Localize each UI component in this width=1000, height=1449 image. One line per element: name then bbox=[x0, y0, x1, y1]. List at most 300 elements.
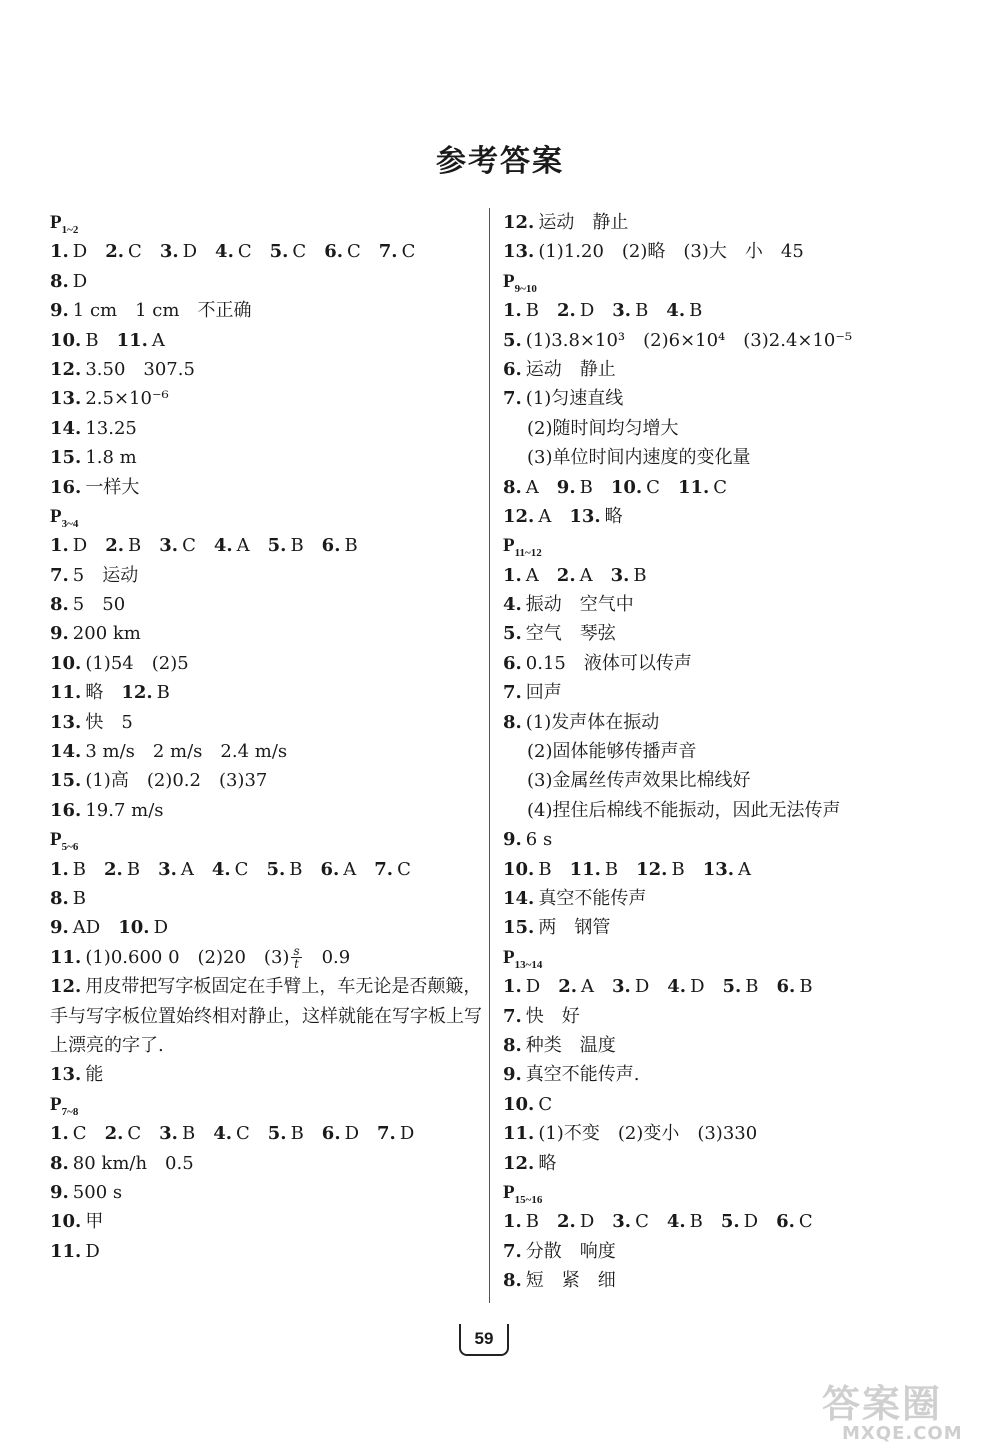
answer-subline: (2)固体能够传播声音 bbox=[527, 741, 697, 763]
question-number: 1. bbox=[503, 564, 522, 586]
question-number: 15. bbox=[50, 770, 82, 792]
answer-subline: (3)单位时间内速度的变化量 bbox=[527, 447, 751, 469]
question-number: 7. bbox=[503, 388, 522, 410]
fraction-denominator: t bbox=[294, 957, 299, 972]
question-number: 3. bbox=[159, 1123, 178, 1145]
question-number: 8. bbox=[50, 1152, 69, 1174]
question-number: 5. bbox=[267, 535, 287, 557]
answer-text: A bbox=[343, 858, 357, 880]
answer-subline: (4)捏住后棉线不能振动，因此无法传声 bbox=[527, 799, 841, 821]
question-number: 6. bbox=[321, 535, 341, 557]
question-number: 3. bbox=[612, 976, 631, 998]
answer-line bbox=[503, 473, 943, 502]
answer-text: D bbox=[579, 300, 595, 322]
answer-text: B bbox=[635, 300, 649, 322]
question-number: 2. bbox=[557, 300, 576, 322]
question-number: 16. bbox=[50, 476, 82, 498]
answer-text: C bbox=[237, 241, 252, 263]
question-number: 5. bbox=[503, 623, 522, 645]
question-number: 1. bbox=[503, 300, 522, 322]
answer-text: D bbox=[690, 976, 705, 998]
question-number: 3. bbox=[159, 535, 179, 557]
question-number: 7. bbox=[50, 564, 69, 586]
section-page-label: P bbox=[50, 1093, 62, 1115]
answer-text: C bbox=[635, 1211, 649, 1233]
answer-text: B bbox=[289, 858, 303, 880]
answer-line bbox=[503, 1207, 943, 1236]
question-number: 2. bbox=[105, 241, 125, 263]
answer-text: D bbox=[72, 535, 88, 557]
answer-text: D bbox=[72, 270, 88, 292]
answer-text: C bbox=[235, 1123, 250, 1145]
answer-line bbox=[50, 1207, 490, 1236]
answer-text: 快 5 bbox=[85, 711, 133, 733]
section-heading bbox=[50, 502, 490, 531]
answer-text: C bbox=[646, 476, 660, 498]
answer-text: A bbox=[236, 535, 250, 557]
question-number: 8. bbox=[503, 711, 522, 733]
question-number: 3. bbox=[612, 300, 632, 322]
watermark-logo bbox=[822, 1384, 992, 1444]
answer-line bbox=[50, 737, 490, 766]
answer-text: B bbox=[525, 1211, 540, 1233]
section-heading bbox=[50, 208, 490, 237]
answer-text: B bbox=[181, 1123, 196, 1145]
question-number: 10. bbox=[50, 1211, 82, 1233]
answer-text: B bbox=[604, 858, 619, 880]
answer-line bbox=[503, 1149, 943, 1178]
answer-text: 2.5×10⁻⁶ bbox=[85, 388, 169, 410]
question-number: 6. bbox=[776, 976, 796, 998]
answer-line bbox=[503, 649, 943, 678]
answer-text: C bbox=[713, 476, 728, 498]
answer-text: B bbox=[689, 1211, 703, 1233]
answer-text: C bbox=[292, 241, 307, 263]
question-number: 5. bbox=[267, 1123, 287, 1145]
answers-left-column bbox=[50, 208, 490, 1266]
question-number: 7. bbox=[503, 1005, 522, 1027]
answer-text: D bbox=[399, 1123, 415, 1145]
section-page-range: 1~2 bbox=[61, 223, 79, 236]
question-number: 13. bbox=[569, 505, 601, 527]
answer-text: C bbox=[128, 241, 142, 263]
question-number: 8. bbox=[50, 887, 69, 909]
answer-line bbox=[503, 855, 943, 884]
fraction-numerator: s bbox=[293, 944, 300, 959]
answer-text: B bbox=[290, 1123, 304, 1145]
question-number: 3. bbox=[612, 1211, 632, 1233]
watermark-text: 答案圈 bbox=[822, 1382, 943, 1426]
answer-text: 快 好 bbox=[525, 1005, 580, 1027]
answer-text: D bbox=[525, 976, 541, 998]
answer-line bbox=[50, 267, 490, 296]
answer-text: 500 s bbox=[72, 1181, 123, 1203]
question-number: 4. bbox=[667, 976, 687, 998]
answer-line bbox=[50, 326, 490, 355]
section-page-label: P bbox=[503, 1181, 515, 1203]
answer-text: C bbox=[397, 858, 411, 880]
answer-text: B bbox=[128, 535, 142, 557]
answer-line bbox=[503, 913, 943, 942]
answer-text: (1)3.8×10³ (2)6×10⁴ (3)2.4×10⁻⁵ bbox=[525, 329, 853, 351]
question-number: 4. bbox=[213, 1123, 232, 1145]
answer-text: B bbox=[290, 535, 304, 557]
answer-line bbox=[503, 237, 943, 266]
answer-line bbox=[50, 296, 490, 325]
answer-text: 1.8 m bbox=[85, 447, 137, 469]
answer-text: C bbox=[401, 241, 416, 263]
answer-text: (1)0.600 0 (2)20 (3) bbox=[85, 946, 290, 968]
answer-text: D bbox=[85, 1240, 100, 1262]
section-page-range: 7~8 bbox=[61, 1105, 79, 1118]
answer-text: 5 运动 bbox=[72, 564, 139, 586]
question-number: 4. bbox=[213, 535, 233, 557]
answer-line bbox=[503, 972, 943, 1001]
answer-line bbox=[50, 619, 490, 648]
answer-line bbox=[50, 384, 490, 413]
answer-line bbox=[503, 1060, 943, 1089]
answer-text: (1)匀速直线 bbox=[525, 388, 624, 410]
fraction bbox=[291, 945, 301, 970]
answer-text: B bbox=[579, 476, 593, 498]
section-page-label: P bbox=[50, 212, 62, 233]
answer-text: B bbox=[538, 858, 552, 880]
answer-line bbox=[503, 384, 943, 413]
answer-line bbox=[50, 443, 490, 472]
answer-text: A bbox=[151, 329, 165, 351]
answer-line bbox=[503, 1002, 943, 1031]
answer-text: A bbox=[738, 858, 752, 880]
answer-text: 略 bbox=[604, 505, 623, 527]
answer-text: B bbox=[799, 976, 813, 998]
section-heading bbox=[503, 267, 943, 296]
answer-line bbox=[503, 1266, 943, 1295]
section-heading bbox=[503, 943, 943, 972]
section-page-range: 5~6 bbox=[61, 841, 79, 853]
answer-text: 空气 琴弦 bbox=[525, 623, 616, 645]
answer-text: (1)高 (2)0.2 (3)37 bbox=[85, 770, 268, 792]
answer-text: 短 紧 细 bbox=[525, 1270, 616, 1292]
question-number: 8. bbox=[503, 476, 522, 498]
question-number: 9. bbox=[503, 1064, 522, 1086]
answer-line bbox=[50, 708, 490, 737]
question-number: 7. bbox=[503, 1240, 522, 1262]
question-number: 3. bbox=[610, 564, 630, 586]
question-number: 15. bbox=[503, 917, 535, 939]
question-number: 11. bbox=[569, 858, 601, 880]
question-number: 11. bbox=[50, 1240, 82, 1262]
question-number: 8. bbox=[503, 1270, 522, 1292]
question-number: 10. bbox=[503, 858, 535, 880]
answer-text: 运动 静止 bbox=[525, 358, 616, 380]
answer-paragraph bbox=[50, 972, 490, 1060]
question-number: 1. bbox=[50, 1123, 69, 1145]
answer-text: D bbox=[182, 241, 198, 263]
question-number: 9. bbox=[556, 476, 576, 498]
question-number: 4. bbox=[211, 858, 231, 880]
answer-line bbox=[50, 531, 490, 560]
answer-text: A bbox=[525, 476, 539, 498]
question-number: 13. bbox=[50, 711, 82, 733]
question-number: 4. bbox=[503, 594, 522, 616]
answer-line bbox=[503, 1031, 943, 1060]
question-number: 9. bbox=[50, 300, 69, 322]
question-number: 4. bbox=[215, 241, 234, 263]
question-number: 14. bbox=[50, 417, 82, 439]
question-number: 10. bbox=[50, 329, 82, 351]
answer-text: A bbox=[579, 564, 593, 586]
page-number: 59 bbox=[459, 1324, 509, 1356]
question-number: 9. bbox=[50, 623, 69, 645]
answer-line bbox=[50, 649, 490, 678]
page-title: 参考答案 bbox=[436, 144, 564, 179]
answer-text: 真空不能传声. bbox=[525, 1064, 640, 1086]
question-number: 13. bbox=[50, 388, 82, 410]
answer-line bbox=[50, 355, 490, 384]
answer-text: 甲 bbox=[85, 1211, 104, 1233]
answer-text: (1)发声体在振动 bbox=[525, 711, 660, 733]
question-number: 6. bbox=[320, 858, 340, 880]
answer-text: B bbox=[85, 329, 99, 351]
answer-text: (1)54 (2)5 bbox=[85, 652, 189, 674]
question-number: 6. bbox=[776, 1211, 795, 1233]
answer-text: 能 bbox=[85, 1064, 104, 1086]
answer-line bbox=[503, 884, 943, 913]
answer-text: 种类 温度 bbox=[525, 1034, 616, 1056]
answer-line bbox=[50, 943, 490, 972]
question-number: 7. bbox=[377, 1123, 396, 1145]
question-number: 6. bbox=[503, 652, 522, 674]
answer-text: 0.9 bbox=[303, 946, 351, 968]
answer-line bbox=[503, 1119, 943, 1148]
answer-text: (1)不变 (2)变小 (3)330 bbox=[538, 1123, 758, 1145]
question-number: 1. bbox=[503, 1211, 522, 1233]
question-number: 2. bbox=[104, 1123, 124, 1145]
answer-text: 回声 bbox=[525, 682, 562, 704]
answer-line bbox=[50, 414, 490, 443]
question-number: 4. bbox=[666, 1211, 686, 1233]
answer-text: 80 km/h 0.5 bbox=[72, 1152, 194, 1174]
answer-text: C bbox=[538, 1093, 553, 1115]
answer-line bbox=[50, 473, 490, 502]
question-number: 5. bbox=[266, 858, 286, 880]
answer-text: 一样大 bbox=[85, 476, 140, 498]
answer-line bbox=[50, 237, 490, 266]
question-number: 11. bbox=[50, 946, 82, 968]
answer-text: C bbox=[72, 1123, 87, 1145]
answer-text: 略 bbox=[85, 682, 104, 704]
answer-line bbox=[50, 1149, 490, 1178]
question-number: 1. bbox=[50, 241, 69, 263]
section-page-label: P bbox=[503, 535, 515, 557]
answer-text: 两 钢管 bbox=[538, 917, 611, 939]
answer-text: D bbox=[153, 917, 168, 939]
answer-line bbox=[503, 208, 943, 237]
answer-line bbox=[503, 708, 943, 737]
answer-line bbox=[50, 855, 490, 884]
section-page-range: 9~10 bbox=[514, 282, 537, 295]
answer-text: 0.15 液体可以传声 bbox=[525, 652, 692, 674]
question-number: 10. bbox=[50, 652, 82, 674]
answer-text: A bbox=[581, 976, 595, 998]
answer-line bbox=[50, 766, 490, 795]
answer-text: D bbox=[634, 976, 650, 998]
answer-text: 用皮带把写字板固定在手臂上，车无论是否颠簸，手与写字板位置始终相对静止，这样就能在写字板上写上漂亮的字了. bbox=[50, 976, 482, 1056]
answer-text: B bbox=[126, 858, 141, 880]
answer-text: C bbox=[798, 1211, 813, 1233]
question-number: 1. bbox=[50, 858, 69, 880]
question-number: 6. bbox=[324, 241, 343, 263]
answer-line bbox=[50, 884, 490, 913]
question-number: 5. bbox=[720, 1211, 740, 1233]
answer-text: 1 cm 1 cm 不正确 bbox=[72, 300, 252, 322]
question-number: 10. bbox=[610, 476, 643, 498]
question-number: 7. bbox=[374, 858, 394, 880]
answer-text: AD bbox=[72, 917, 101, 939]
answer-line bbox=[503, 1237, 943, 1266]
question-number: 1. bbox=[503, 976, 522, 998]
question-number: 14. bbox=[50, 741, 82, 763]
answer-line bbox=[50, 1237, 490, 1266]
answer-text: 运动 静止 bbox=[538, 212, 629, 233]
question-number: 2. bbox=[556, 564, 576, 586]
answer-text: 振动 空气中 bbox=[525, 594, 634, 616]
answer-text: D bbox=[579, 1211, 595, 1233]
answer-text: C bbox=[347, 241, 361, 263]
question-number: 11. bbox=[677, 476, 710, 498]
answer-line bbox=[50, 796, 490, 825]
answer-text: A bbox=[538, 505, 552, 527]
question-number: 5. bbox=[503, 329, 522, 351]
answer-text: C bbox=[234, 858, 249, 880]
section-heading bbox=[50, 1090, 490, 1119]
question-number: 12. bbox=[503, 212, 535, 233]
answer-line bbox=[503, 590, 943, 619]
answer-text: A bbox=[180, 858, 194, 880]
question-number: 16. bbox=[50, 799, 82, 821]
answer-text: B bbox=[525, 300, 540, 322]
answer-text: 13.25 bbox=[85, 417, 137, 439]
question-number: 5. bbox=[269, 241, 289, 263]
question-number: 14. bbox=[503, 887, 535, 909]
question-number: 9. bbox=[50, 1181, 69, 1203]
answer-text: D bbox=[72, 241, 88, 263]
question-number: 12. bbox=[636, 858, 668, 880]
answer-text: 3.50 307.5 bbox=[85, 358, 195, 380]
answer-text: B bbox=[156, 682, 170, 704]
answers-right-column bbox=[503, 208, 943, 1295]
answer-line bbox=[50, 1178, 490, 1207]
question-number: 10. bbox=[118, 917, 150, 939]
answer-line bbox=[50, 1060, 490, 1089]
answer-text: C bbox=[127, 1123, 142, 1145]
answer-text: B bbox=[671, 858, 685, 880]
answer-text: B bbox=[689, 300, 703, 322]
question-number: 4. bbox=[666, 300, 686, 322]
section-page-range: 11~12 bbox=[514, 547, 542, 560]
question-number: 13. bbox=[50, 1064, 82, 1086]
question-number: 3. bbox=[158, 858, 177, 880]
answer-line bbox=[503, 355, 943, 384]
answer-text: B bbox=[72, 858, 87, 880]
question-number: 11. bbox=[503, 1123, 535, 1145]
question-number: 5. bbox=[722, 976, 742, 998]
question-number: 2. bbox=[558, 976, 578, 998]
answer-subline: (3)金属丝传声效果比棉线好 bbox=[527, 770, 751, 792]
answer-text: D bbox=[743, 1211, 759, 1233]
question-number: 8. bbox=[50, 594, 69, 616]
question-number: 12. bbox=[50, 358, 82, 380]
answer-line bbox=[503, 296, 943, 325]
question-number: 3. bbox=[159, 241, 179, 263]
answer-line bbox=[50, 1119, 490, 1148]
answer-text: B bbox=[72, 887, 87, 909]
question-number: 11. bbox=[116, 329, 148, 351]
section-heading bbox=[503, 1178, 943, 1207]
question-number: 12. bbox=[503, 505, 535, 527]
question-number: 10. bbox=[503, 1093, 535, 1115]
answer-text: B bbox=[633, 564, 647, 586]
answer-line bbox=[503, 1090, 943, 1119]
question-number: 12. bbox=[503, 1152, 535, 1174]
answer-text: D bbox=[344, 1123, 360, 1145]
section-heading bbox=[50, 825, 490, 854]
answer-text: B bbox=[745, 976, 759, 998]
column-divider bbox=[489, 208, 490, 1303]
question-number: 15. bbox=[50, 447, 82, 469]
answer-text: A bbox=[525, 564, 539, 586]
question-number: 2. bbox=[105, 535, 125, 557]
answer-text: 3 m/s 2 m/s 2.4 m/s bbox=[85, 741, 288, 763]
question-number: 13. bbox=[702, 858, 735, 880]
answer-text: 分散 响度 bbox=[525, 1240, 616, 1262]
question-number: 1. bbox=[50, 535, 69, 557]
answer-text: 19.7 m/s bbox=[85, 799, 164, 821]
question-number: 9. bbox=[50, 917, 69, 939]
answer-line bbox=[503, 825, 943, 854]
answer-text: B bbox=[344, 535, 358, 557]
answer-text: 6 s bbox=[525, 829, 553, 851]
answer-line bbox=[50, 913, 490, 942]
answer-line bbox=[50, 590, 490, 619]
answer-line bbox=[503, 326, 943, 355]
question-number: 8. bbox=[503, 1034, 522, 1056]
question-number: 2. bbox=[104, 858, 123, 880]
question-number: 7. bbox=[503, 682, 522, 704]
answer-text: (1)1.20 (2)略 (3)大 小 45 bbox=[538, 241, 804, 263]
section-page-label: P bbox=[503, 270, 515, 292]
answer-line bbox=[503, 678, 943, 707]
answer-text: 5 50 bbox=[72, 594, 126, 616]
answer-line bbox=[503, 502, 943, 531]
answer-line bbox=[50, 678, 490, 707]
section-page-range: 3~4 bbox=[61, 517, 79, 530]
answer-text: 200 km bbox=[72, 623, 141, 645]
question-number: 7. bbox=[378, 241, 398, 263]
answer-text: 略 bbox=[538, 1152, 557, 1174]
section-heading bbox=[503, 531, 943, 560]
question-number: 6. bbox=[321, 1123, 341, 1145]
answer-subline: (2)随时间均匀增大 bbox=[527, 417, 679, 439]
question-number: 11. bbox=[50, 682, 82, 704]
question-number: 2. bbox=[557, 1211, 576, 1233]
question-number: 12. bbox=[121, 682, 153, 704]
answer-line bbox=[503, 619, 943, 648]
section-page-range: 15~16 bbox=[514, 1193, 543, 1206]
section-page-label: P bbox=[50, 505, 62, 527]
section-page-range: 13~14 bbox=[514, 958, 543, 971]
question-number: 13. bbox=[503, 241, 535, 263]
